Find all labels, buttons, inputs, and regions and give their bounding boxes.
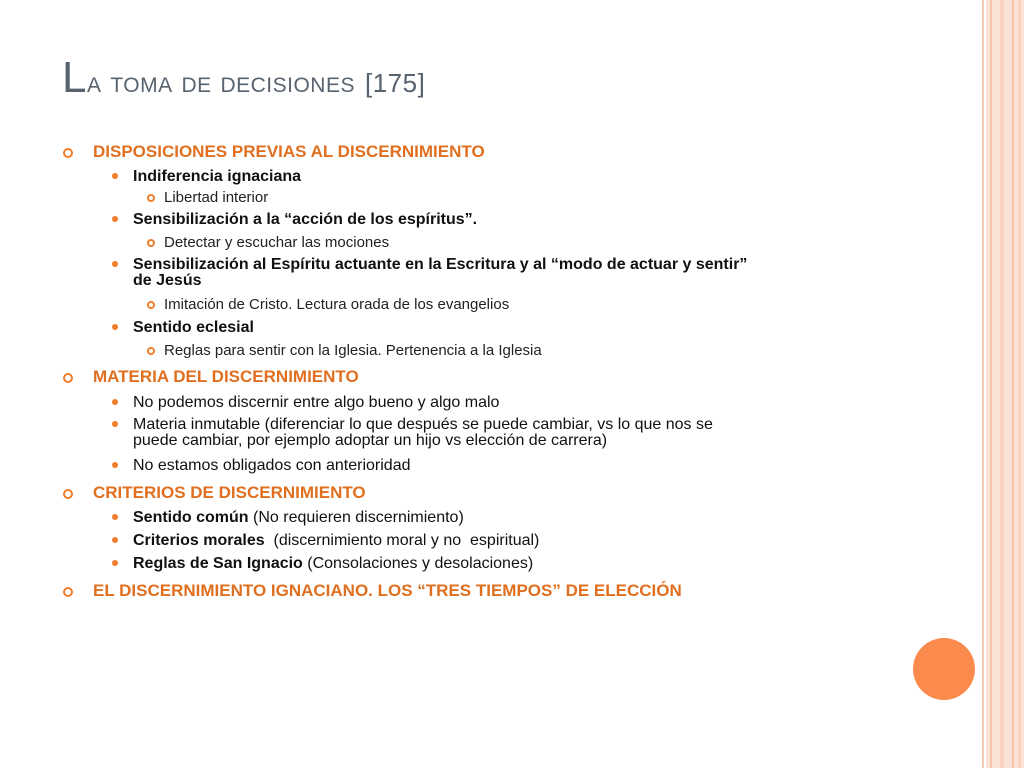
list-item-rest: (discernimiento moral y no espiritual) bbox=[264, 532, 540, 549]
bullet-icon bbox=[112, 399, 118, 405]
list-item: Sentido eclesial bbox=[133, 319, 254, 336]
bullet-icon bbox=[112, 216, 118, 222]
bullet-icon bbox=[112, 514, 118, 520]
section-bullet-icon bbox=[63, 587, 73, 597]
section-bullet-icon bbox=[63, 373, 73, 383]
list-item-line: puede cambiar, por ejemplo adoptar un hijo vs elección de carrera) bbox=[133, 432, 608, 449]
section-heading: MATERIA DEL DISCERNIMIENTO bbox=[93, 367, 359, 386]
sub-bullet-icon bbox=[147, 347, 155, 355]
list-item: Sensibilización a la “acción de los espíritus”. bbox=[133, 211, 478, 228]
bullet-icon bbox=[112, 324, 118, 330]
sub-list-item: Reglas para sentir con la Iglesia. Pertenencia a la Iglesia bbox=[164, 342, 542, 359]
list-item-line: Sensibilización al Espíritu actuante en la Escritura y al “modo de actuar y sentir” bbox=[133, 256, 748, 273]
sub-bullet-icon bbox=[147, 301, 155, 309]
section-bullet-icon bbox=[63, 489, 73, 499]
decorative-stripe-line bbox=[1018, 0, 1021, 768]
decorative-stripe-line bbox=[990, 0, 992, 768]
list-item-rest: (No requieren discernimiento) bbox=[248, 509, 464, 526]
list-item: No estamos obligados con anterioridad bbox=[133, 457, 411, 474]
bullet-icon bbox=[112, 421, 118, 427]
sub-list-item: Detectar y escuchar las mociones bbox=[164, 234, 390, 251]
list-item-line: de Jesús bbox=[133, 272, 202, 289]
decorative-stripe-line bbox=[982, 0, 984, 768]
section-heading: DISPOSICIONES PREVIAS AL DISCERNIMIENTO bbox=[93, 142, 485, 161]
bullet-icon bbox=[112, 537, 118, 543]
title-text: a toma de decisiones bbox=[86, 66, 355, 99]
decorative-stripe-line bbox=[1000, 0, 1004, 768]
list-item bbox=[133, 556, 963, 572]
title-reference: [175] bbox=[364, 68, 426, 98]
list-item-bold: Sentido común bbox=[133, 509, 249, 526]
sub-list-item: Imitación de Cristo. Lectura orada de los evangelios bbox=[164, 296, 510, 313]
bullet-icon bbox=[112, 560, 118, 566]
section-bullet-icon bbox=[63, 148, 73, 158]
bullet-icon bbox=[112, 261, 118, 267]
section-heading: CRITERIOS DE DISCERNIMIENTO bbox=[93, 483, 366, 502]
list-item-rest: (Consolaciones y desolaciones) bbox=[302, 555, 534, 572]
list-item bbox=[133, 257, 963, 289]
list-item-bold: Reglas de San Ignacio bbox=[133, 555, 303, 572]
decorative-stripe-line bbox=[1012, 0, 1014, 768]
section-heading: EL DISCERNIMIENTO IGNACIANO. LOS “TRES TIEMPOS” DE ELECCIÓN bbox=[93, 581, 682, 600]
list-item: Indiferencia ignaciana bbox=[133, 168, 302, 185]
list-item: No podemos discernir entre algo bueno y algo malo bbox=[133, 394, 500, 411]
list-item bbox=[133, 417, 963, 449]
list-item bbox=[133, 533, 963, 549]
bullet-icon bbox=[112, 173, 118, 179]
list-item-bold: Criterios morales bbox=[133, 532, 265, 549]
sub-list-item: Libertad interior bbox=[164, 189, 269, 206]
bullet-icon bbox=[112, 462, 118, 468]
list-item bbox=[133, 510, 963, 526]
sub-bullet-icon bbox=[147, 239, 155, 247]
list-item-line: Materia inmutable (diferenciar lo que después se puede cambiar, vs lo que nos se bbox=[133, 416, 713, 433]
sub-bullet-icon bbox=[147, 194, 155, 202]
title-initial: L bbox=[62, 53, 87, 102]
